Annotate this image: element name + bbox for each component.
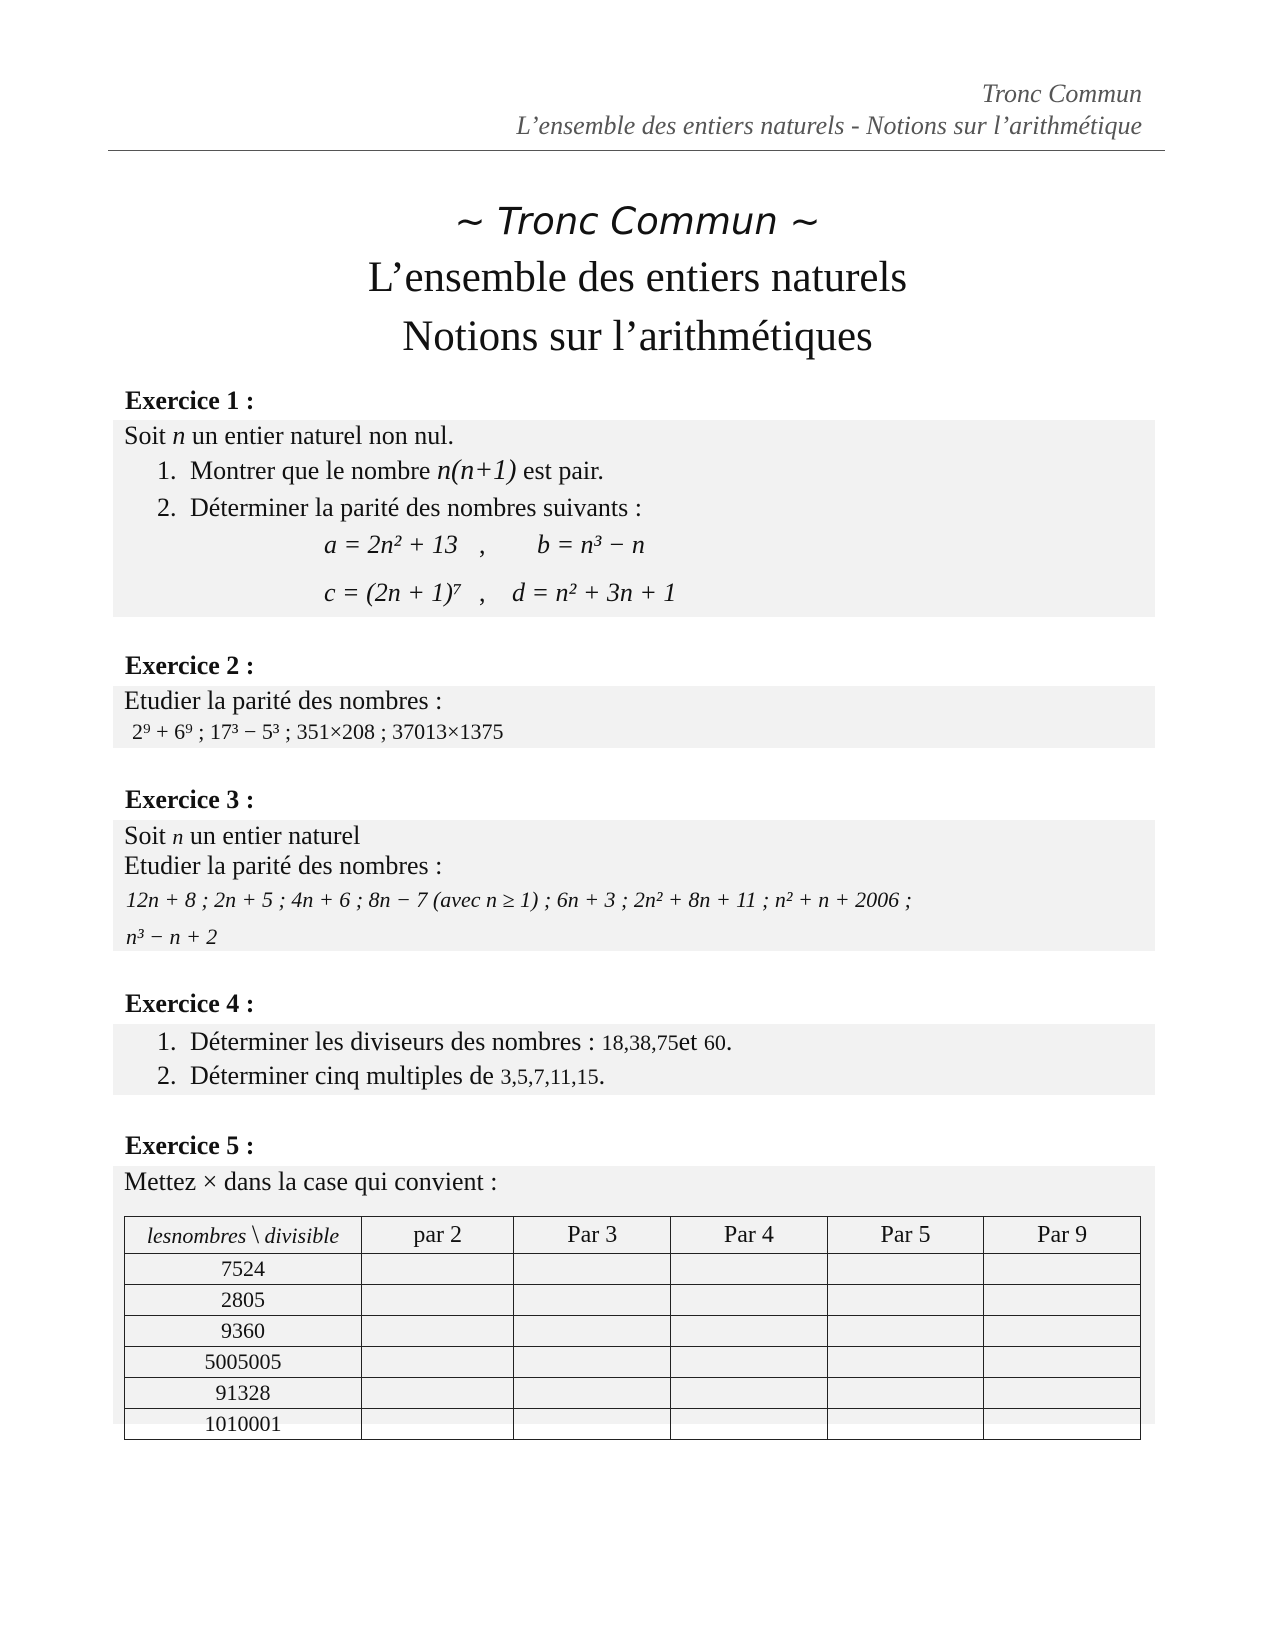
running-header-chapter: L’ensemble des entiers naturels - Notions sur l’arithmétique: [516, 111, 1142, 140]
page-title-course: ~ Tronc Commun ~: [454, 200, 821, 243]
column-header-par-9: Par 9: [984, 1217, 1141, 1254]
table-cell[interactable]: [362, 1316, 514, 1347]
expression-c: c = (2n + 1)⁷: [324, 578, 462, 607]
table-cell[interactable]: [984, 1254, 1141, 1285]
table-cell[interactable]: [514, 1409, 671, 1440]
page-title-topic: Notions sur l’arithmétiques: [402, 313, 873, 360]
exercise-5-instruction: Mettez × dans la case qui convient :: [124, 1167, 498, 1196]
corner-diagonal-mark: \: [251, 1220, 260, 1249]
exercise-3-intro: Soit n un entier naturel: [124, 821, 361, 850]
expression-a: a = 2n² + 13: [324, 530, 458, 559]
exercise-3-expression-last: n³ − n + 2: [126, 924, 218, 949]
table-row: [125, 1347, 1141, 1378]
table-cell[interactable]: [362, 1285, 514, 1316]
column-header-par-5: Par 5: [827, 1217, 984, 1254]
table-cell[interactable]: [362, 1378, 514, 1409]
column-header-par-4: Par 4: [671, 1217, 828, 1254]
table-cell[interactable]: [514, 1285, 671, 1316]
exercise-3-title: Exercice 3 :: [125, 785, 255, 814]
expression-b: b = n³ − n: [537, 530, 645, 559]
table-cell[interactable]: [671, 1285, 828, 1316]
table-cell[interactable]: [827, 1378, 984, 1409]
table-cell[interactable]: [984, 1378, 1141, 1409]
table-corner-header: [125, 1217, 362, 1254]
table-cell[interactable]: [984, 1316, 1141, 1347]
exercise-4-title: Exercice 4 :: [125, 989, 255, 1018]
exercise-1-title: Exercice 1 :: [125, 386, 255, 415]
table-cell[interactable]: [671, 1409, 828, 1440]
expression-separator: ,: [479, 530, 486, 559]
exercise-2-numbers: 2⁹ + 6⁹ ; 17³ − 5³ ; 351×208 ; 37013×1375: [132, 719, 504, 744]
table-header-row: [125, 1217, 1141, 1254]
exercise-2-box: [113, 686, 1155, 748]
table-row: [125, 1285, 1141, 1316]
table-row: [125, 1254, 1141, 1285]
corner-label-divisible: divisible: [264, 1223, 340, 1248]
exercise-4-question-1: 1. Déterminer les diviseurs des nombres : 18,38,75et 60.: [157, 1027, 733, 1056]
table-cell[interactable]: [827, 1316, 984, 1347]
column-header-par-2: par 2: [362, 1217, 514, 1254]
table-cell[interactable]: [827, 1347, 984, 1378]
table-row: [125, 1378, 1141, 1409]
column-header-par-3: Par 3: [514, 1217, 671, 1254]
row-number: 91328: [125, 1378, 362, 1409]
table-cell[interactable]: [671, 1316, 828, 1347]
exercise-1-question-2: 2. Déterminer la parité des nombres suivants :: [157, 493, 642, 522]
table-cell[interactable]: [827, 1285, 984, 1316]
divisibility-table: [124, 1216, 1141, 1440]
exercise-3-expressions: 12n + 8 ; 2n + 5 ; 4n + 6 ; 8n − 7 (avec n ≥ 1) ; 6n + 3 ; 2n² + 8n + 11 ; n² + n + 2006 ;: [126, 887, 912, 912]
exercise-4-box: [113, 1024, 1155, 1095]
table-cell[interactable]: [671, 1254, 828, 1285]
exercise-1-intro: Soit n un entier naturel non nul.: [124, 421, 455, 450]
table-cell[interactable]: [827, 1409, 984, 1440]
table-cell[interactable]: [671, 1347, 828, 1378]
table-cell[interactable]: [362, 1254, 514, 1285]
table-cell[interactable]: [984, 1347, 1141, 1378]
row-number: 7524: [125, 1254, 362, 1285]
row-number: 1010001: [125, 1409, 362, 1440]
row-number: 9360: [125, 1316, 362, 1347]
exercise-2-title: Exercice 2 :: [125, 651, 255, 680]
table-cell[interactable]: [984, 1409, 1141, 1440]
exercise-2-instruction: Etudier la parité des nombres :: [124, 686, 443, 715]
table-cell[interactable]: [827, 1254, 984, 1285]
exercise-3-box: [113, 820, 1155, 951]
table-cell[interactable]: [362, 1409, 514, 1440]
exercise-4-question-2: 2. Déterminer cinq multiples de 3,5,7,11,15.: [157, 1061, 606, 1090]
table-cell[interactable]: [514, 1347, 671, 1378]
table-cell[interactable]: [671, 1378, 828, 1409]
table-cell[interactable]: [514, 1378, 671, 1409]
corner-label-numbers: lesnombres: [146, 1223, 247, 1248]
page-title-chapter: L’ensemble des entiers naturels: [367, 254, 908, 301]
header-divider: [108, 150, 1165, 151]
row-number: 2805: [125, 1285, 362, 1316]
table-cell[interactable]: [362, 1347, 514, 1378]
exercise-1-question-1: 1. Montrer que le nombre n(n+1) est pair.: [157, 455, 604, 486]
expression-d: d = n² + 3n + 1: [512, 578, 677, 607]
table-cell[interactable]: [514, 1316, 671, 1347]
exercise-1-box: [113, 420, 1155, 617]
table-row: [125, 1316, 1141, 1347]
row-number: 5005005: [125, 1347, 362, 1378]
table-cell[interactable]: [984, 1285, 1141, 1316]
expression-separator: ,: [479, 578, 486, 607]
exercise-5-title: Exercice 5 :: [125, 1131, 255, 1160]
running-header-course: Tronc Commun: [981, 79, 1142, 108]
table-cell[interactable]: [514, 1254, 671, 1285]
exercise-3-instruction: Etudier la parité des nombres :: [124, 851, 443, 880]
table-row: [125, 1409, 1141, 1440]
